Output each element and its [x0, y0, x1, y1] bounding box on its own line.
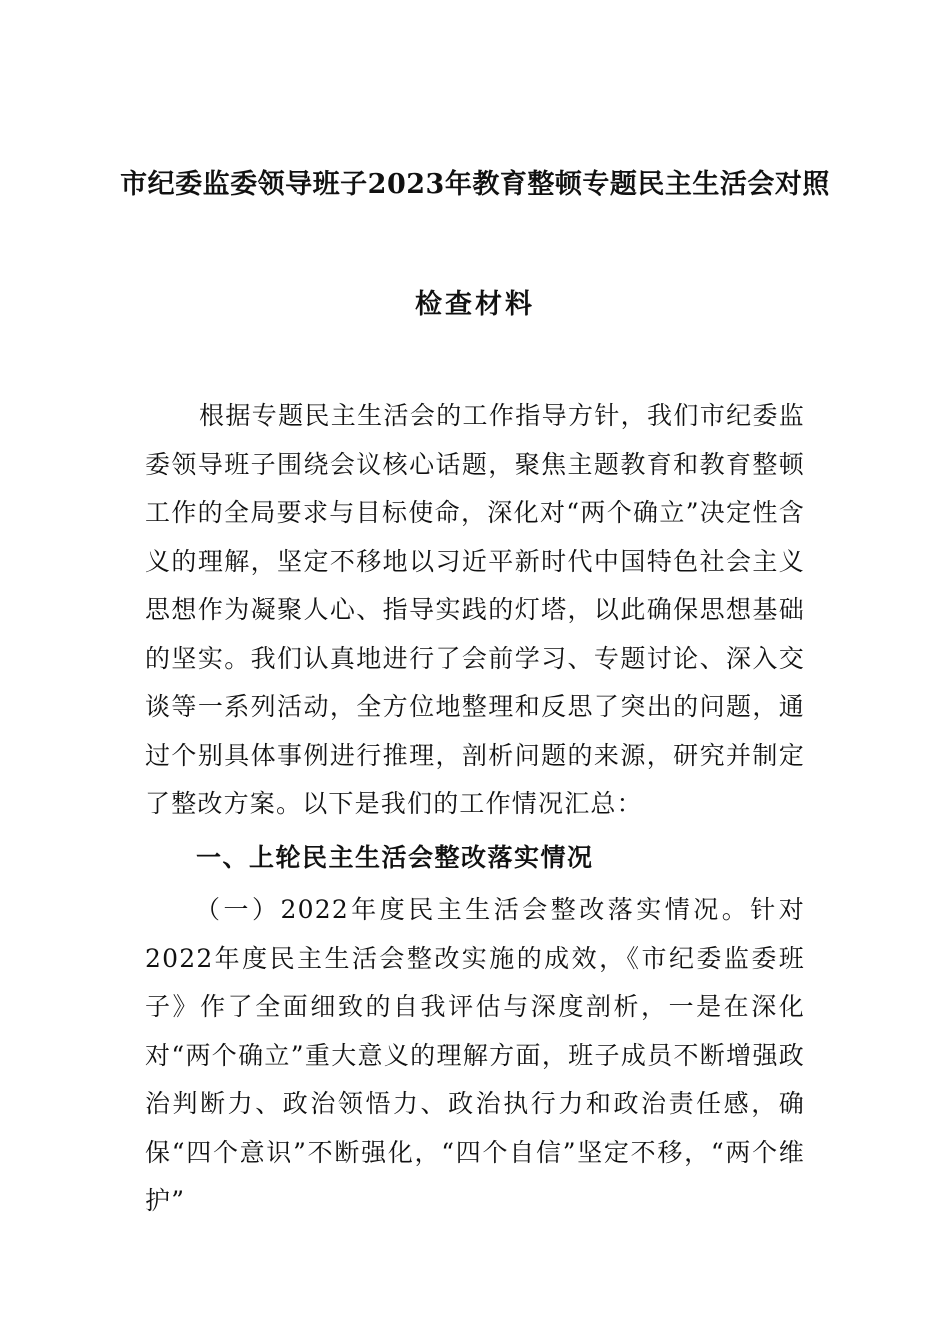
- document-title-line-1: 市纪委监委领导班子2023年教育整顿专题民主生活会对照: [120, 169, 830, 200]
- section-heading-1: 一、上轮民主生活会整改落实情况: [196, 843, 594, 872]
- body-paragraph-intro: 根据专题民主生活会的工作指导方针，我们市纪委监委领导班子围绕会议核心话题，聚焦主题教育和教育整顿工作的全局要求与目标使命，深化对“两个确立”决定性含义的理解，坚定不移地以习近平新时代中国特色社会主义思想作为凝聚人心、指导实践的灯塔，以此确保思想基础的坚实。我们认真地进行了会前学习、专题讨论、深入交谈等一系列活动，全方位地整理和反思了突出的问题，通过个别具体事例进行推理，剖析问题的来源，研究并制定了整改方案。以下是我们的工作情况汇总：: [145, 401, 805, 818]
- document-title-line-2: 检查材料: [415, 289, 535, 320]
- body-paragraph-section-1-1: （一）2022年度民主生活会整改落实情况。针对2022年度民主生活会整改实施的成效，《市纪委监委班子》作了全面细致的自我评估与深度剖析，一是在深化对“两个确立”重大意义的理解方面，班子成员不断增强政治判断力、政治领悟力、政治执行力和政治责任感，确保“四个意识”不断强化，“四个自信”坚定不移，“两个维护”: [145, 895, 805, 1215]
